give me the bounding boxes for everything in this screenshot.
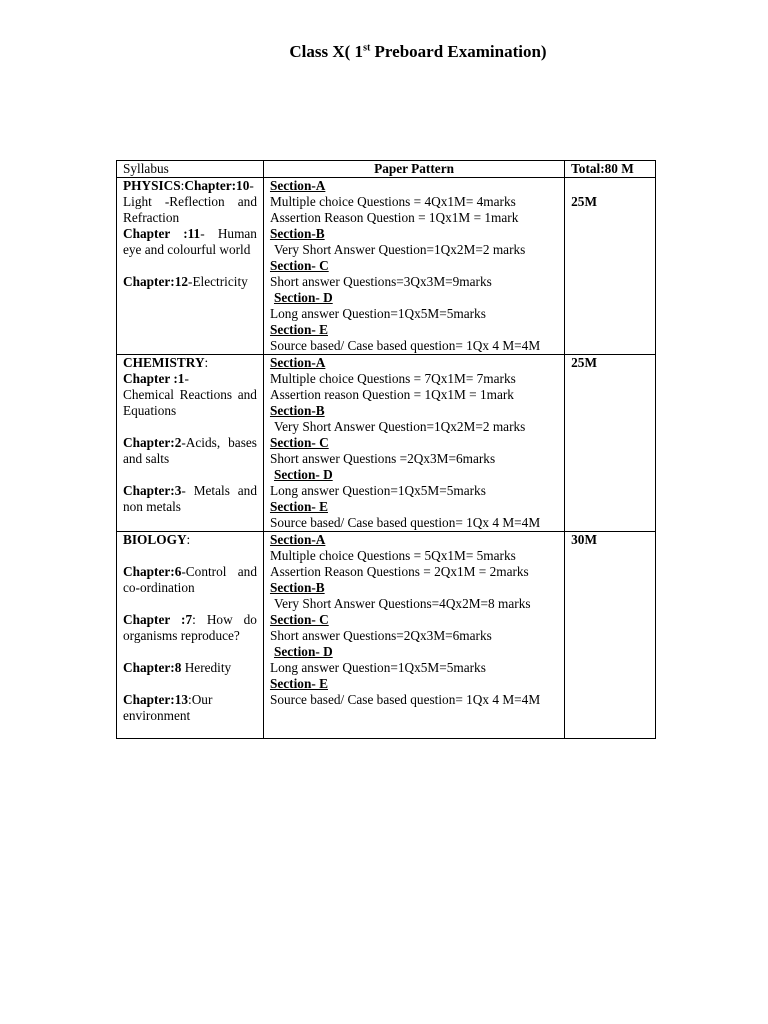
total-cell-chemistry <box>565 355 656 532</box>
subject-name: PHYSICS <box>123 178 181 193</box>
title-superscript: st <box>363 42 371 54</box>
chapter-separator: - <box>200 226 218 241</box>
syllabus-cell-biology: BIOLOGY: Chapter:6-Control and co-ordination Chapter :7: How do organisms reproduce? Chapter:8 Heredity Chapter:13:Our environment <box>117 532 264 739</box>
chapter-label: Chapter:3 <box>123 483 182 498</box>
table-row-biology <box>117 532 656 739</box>
section-e-title: Section- E <box>269 676 328 691</box>
subject-marks: 30M <box>571 532 598 547</box>
title-text: Class X( 1 <box>289 42 364 61</box>
chapter-name: Human eye and colourful world <box>123 226 257 257</box>
chapter-name: Metals and non metals <box>123 483 257 514</box>
section-e-title: Section- E <box>269 322 328 337</box>
pattern-cell-chemistry <box>263 355 564 532</box>
pattern-cell-biology <box>263 532 564 739</box>
short-answer-line: Short answer Questions=3Qx3M=9marks <box>269 274 492 289</box>
chapter-label: Chapter:6 <box>123 564 182 579</box>
table-header-row <box>117 161 656 178</box>
section-b-title: Section-B <box>269 580 325 595</box>
short-answer-line: Short answer Questions =2Qx3M=6marks <box>269 451 496 466</box>
chapter-name: How do organisms reproduce? <box>123 612 257 643</box>
chapter-label: Chapter:2 <box>123 435 182 450</box>
chapter-separator: : <box>188 692 192 707</box>
short-answer-line: Short answer Questions=2Qx3M=6marks <box>269 628 492 643</box>
table-row-physics <box>117 178 656 355</box>
section-b-title: Section-B <box>269 403 325 418</box>
chapter-name: Electricity <box>192 274 248 289</box>
section-a-title: Section-A <box>269 532 326 547</box>
page-title <box>0 42 768 62</box>
subject-name: BIOLOGY <box>123 532 187 547</box>
section-a-title: Section-A <box>269 178 326 193</box>
section-d-title: Section- D <box>273 290 333 305</box>
source-based-line: Source based/ Case based question= 1Qx 4 M=4M <box>269 515 541 530</box>
chapter-label: Chapter :11 <box>123 226 201 241</box>
table-row-chemistry <box>117 355 656 532</box>
chapter-name: Control and co-ordination <box>123 564 257 595</box>
total-cell-physics <box>565 178 656 355</box>
long-answer-line: Long answer Question=1Qx5M=5marks <box>269 483 486 498</box>
long-answer-line: Long answer Question=1Qx5M=5marks <box>269 660 486 675</box>
mcq-line: Multiple choice Questions = 7Qx1M= 7marks <box>269 371 516 386</box>
chapter-separator: - <box>181 564 186 579</box>
header-paper-pattern: Paper Pattern <box>263 161 564 178</box>
chapter-separator: - <box>249 178 254 193</box>
chapter-name: Light -Reflection and Refraction <box>123 194 257 225</box>
chapter-separator: - <box>184 371 189 386</box>
chapter-name: Chemical Reactions and Equations <box>123 387 257 418</box>
title-text-rest: Preboard Examination) <box>370 42 547 61</box>
chapter-label: Chapter :1 <box>123 371 185 386</box>
subject-marks: 25M <box>571 194 598 209</box>
assertion-reason-line: Assertion Reason Questions = 2Qx1M = 2marks <box>269 564 529 579</box>
section-c-title: Section- C <box>269 612 329 627</box>
chapter-separator: - <box>181 483 194 498</box>
section-c-title: Section- C <box>269 435 329 450</box>
chapter-separator: : <box>192 612 207 627</box>
chapter-label: Chapter:10 <box>184 178 250 193</box>
chapter-name: Heredity <box>184 660 232 675</box>
source-based-line: Source based/ Case based question= 1Qx 4 M=4M <box>269 692 541 707</box>
assertion-reason-line: Assertion Reason Question = 1Qx1M = 1mark <box>269 210 519 225</box>
pattern-cell-physics <box>263 178 564 355</box>
very-short-answer-line: Very Short Answer Questions=4Qx2M=8 marks <box>273 596 531 611</box>
chapter-label: Chapter:12 <box>123 274 188 289</box>
source-based-line: Source based/ Case based question= 1Qx 4 M=4M <box>269 338 541 353</box>
section-c-title: Section- C <box>269 258 329 273</box>
total-cell-biology <box>565 532 656 739</box>
mcq-line: Multiple choice Questions = 4Qx1M= 4marks <box>269 194 516 209</box>
syllabus-table <box>116 160 656 739</box>
chapter-separator: - <box>181 435 186 450</box>
assertion-reason-line: Assertion reason Question = 1Qx1M = 1mark <box>269 387 514 402</box>
section-e-title: Section- E <box>269 499 328 514</box>
very-short-answer-line: Very Short Answer Question=1Qx2M=2 marks <box>273 419 526 434</box>
chapter-name: Acids, bases and salts <box>123 435 257 466</box>
subject-name: CHEMISTRY <box>123 355 205 370</box>
syllabus-cell-physics: PHYSICS:Chapter:10-Light -Reflection and Refraction Chapter :11- Human eye and colourful world Chapter:12-Electricity <box>117 178 264 355</box>
chapter-label: Chapter:13 <box>123 692 188 707</box>
syllabus-cell-chemistry: CHEMISTRY: Chapter :1- Chemical Reactions and Equations Chapter:2-Acids, bases and salts Chapter:3- Metals and non metals <box>117 355 264 532</box>
header-total: Total:80 M <box>565 161 656 178</box>
section-d-title: Section- D <box>273 467 333 482</box>
header-syllabus: Syllabus <box>117 161 264 178</box>
section-d-title: Section- D <box>273 644 333 659</box>
very-short-answer-line: Very Short Answer Question=1Qx2M=2 marks <box>273 242 526 257</box>
chapter-separator: - <box>188 274 193 289</box>
section-a-title: Section-A <box>269 355 326 370</box>
chapter-label: Chapter:8 <box>123 660 182 675</box>
chapter-label: Chapter :7 <box>123 612 193 627</box>
subject-marks: 25M <box>571 355 598 370</box>
long-answer-line: Long answer Question=1Qx5M=5marks <box>269 306 486 321</box>
chapter-name: Our environment <box>123 692 213 723</box>
section-b-title: Section-B <box>269 226 325 241</box>
mcq-line: Multiple choice Questions = 5Qx1M= 5marks <box>269 548 516 563</box>
